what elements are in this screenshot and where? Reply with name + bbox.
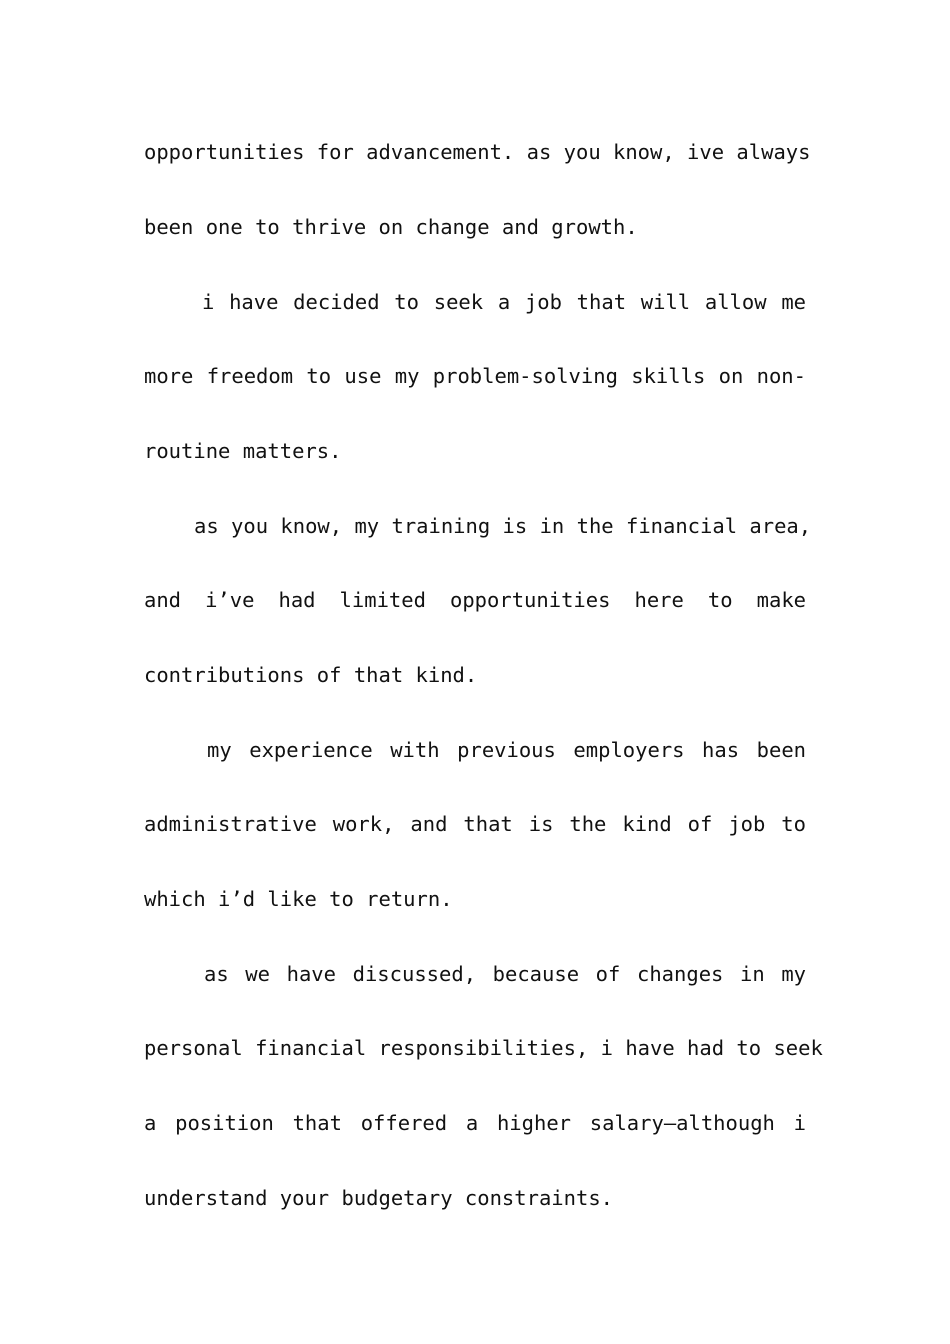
paragraph-3-line-3: contributions of that kind. bbox=[144, 663, 478, 687]
paragraph-5-line-4: understand your budgetary constraints. bbox=[144, 1186, 613, 1210]
paragraph-2-line-3: routine matters. bbox=[144, 439, 342, 463]
paragraph-3-line-1: as you know, my training is in the financial area, bbox=[194, 514, 812, 538]
paragraph-1-line-2: been one to thrive on change and growth. bbox=[144, 215, 638, 239]
paragraph-1-line-1: opportunities for advancement. as you know, ive always bbox=[144, 140, 811, 164]
paragraph-4-line-1: my experience with previous employers has been bbox=[207, 738, 806, 762]
paragraph-4-line-2: administrative work, and that is the kind of job to bbox=[144, 812, 806, 836]
paragraph-4-line-3: which i’d like to return. bbox=[144, 887, 453, 911]
paragraph-5-line-3: a position that offered a higher salary–although i bbox=[144, 1111, 806, 1135]
paragraph-2-line-1: i have decided to seek a job that will allow me bbox=[202, 290, 806, 314]
paragraph-5-line-2: personal financial responsibilities, i have had to seek bbox=[144, 1036, 823, 1060]
paragraph-2-line-2: more freedom to use my problem-solving skills on non- bbox=[144, 364, 806, 388]
paragraph-5-line-1: as we have discussed, because of changes in my bbox=[204, 962, 806, 986]
paragraph-3-line-2: and i’ve had limited opportunities here to make bbox=[144, 588, 806, 612]
